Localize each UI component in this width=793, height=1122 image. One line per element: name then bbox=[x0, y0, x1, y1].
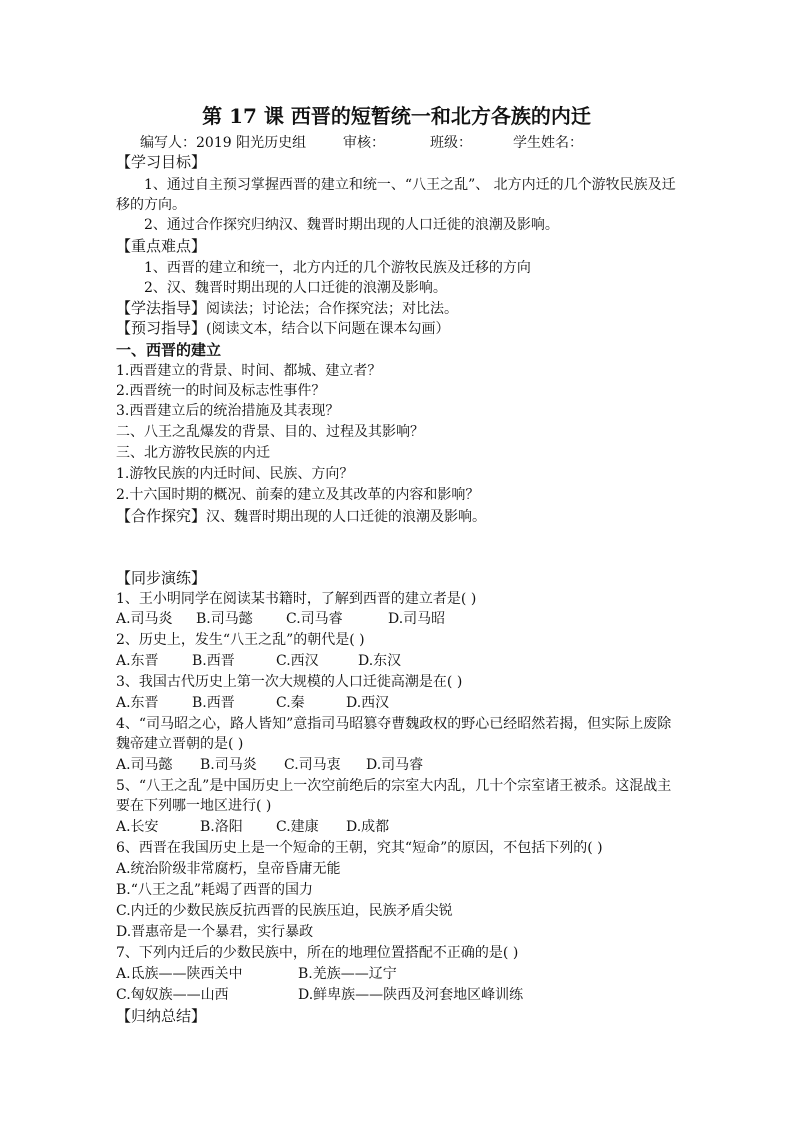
option-a: A.司马炎 bbox=[116, 611, 173, 627]
preview-question-1: 1.西晋建立的背景、时间、都城、建立者？ bbox=[116, 363, 382, 379]
option-d: D.司马昭 bbox=[388, 611, 446, 627]
method-heading: 【学法指导】 bbox=[116, 299, 207, 317]
preview-section-3: 三、北方游牧民族的内迁 bbox=[116, 445, 270, 461]
practice-question-4-line-1: 4、“司马昭之心，路人皆知”意指司马昭篡夺曹魏政权的野心已经昭然若揭，但实际上废除 bbox=[116, 716, 672, 732]
objective-1-line-1: 1、通过自主预习掌握西晋的建立和统一、“八王之乱”、 北方内迁的几个游牧民族及迁 bbox=[144, 177, 676, 193]
practice-question-5-line-2: 要在下列哪一地区进行( ) bbox=[116, 798, 272, 814]
question-7-option-c: C.匈奴族——山西 bbox=[116, 987, 229, 1003]
option-d: D.西汉 bbox=[346, 695, 390, 711]
option-c: C.司马衷 bbox=[284, 757, 341, 773]
practice-question-5-line-1: 5、“八王之乱”是中国历史上一次空前绝后的宗室大内乱，几十个宗室诸王被杀。这混战主 bbox=[116, 778, 672, 794]
option-c: C.司马睿 bbox=[286, 611, 343, 627]
option-d: D.司马睿 bbox=[366, 757, 424, 773]
question-2-options bbox=[116, 651, 636, 671]
question-6-option-d: D.晋惠帝是一个暴君，实行暴政 bbox=[116, 924, 314, 940]
option-b: B.司马懿 bbox=[196, 611, 253, 627]
option-b: B.西晋 bbox=[192, 695, 235, 711]
option-d: D.东汉 bbox=[358, 653, 402, 669]
question-7-option-a: A.氐族——陕西关中 bbox=[116, 966, 243, 982]
question-7-option-d: D.鲜卑族——陕西及河套地区峰训练 bbox=[298, 987, 524, 1003]
method-text: 阅读法；讨论法；合作探究法；对比法。 bbox=[206, 301, 459, 317]
keypoint-2: 2、汉、魏晋时期出现的人口迁徙的浪潮及影响。 bbox=[144, 280, 447, 296]
question-1-options bbox=[116, 609, 636, 629]
preview-question-5: 2.十六国时期的概况、前秦的建立及其改革的内容和影响？ bbox=[116, 487, 480, 503]
option-c: C.建康 bbox=[276, 819, 319, 835]
question-6-option-b: B.“八王之乱”耗竭了西晋的国力 bbox=[116, 882, 314, 898]
option-c: C.秦 bbox=[276, 695, 305, 711]
summary-heading: 【归纳总结】 bbox=[116, 1007, 207, 1025]
objectives-heading: 【学习目标】 bbox=[116, 153, 207, 171]
question-7-option-b: B.羌族——辽宁 bbox=[298, 966, 397, 982]
question-4-options bbox=[116, 755, 636, 775]
question-6-option-a: A.统治阶级非常腐朽，皇帝昏庸无能 bbox=[116, 861, 341, 877]
preview-heading: 【预习指导】 bbox=[116, 319, 207, 337]
option-d: D.成都 bbox=[346, 819, 390, 835]
option-c: C.西汉 bbox=[276, 653, 319, 669]
preview-section-1: 一、西晋的建立 bbox=[116, 341, 222, 359]
page-title: 第 17 课 西晋的短暂统一和北方各族的内迁 bbox=[202, 104, 591, 128]
option-b: B.西晋 bbox=[192, 653, 235, 669]
option-b: B.司马炎 bbox=[200, 757, 257, 773]
practice-question-1: 1、王小明同学在阅读某书籍时，了解到西晋的建立者是( ) bbox=[116, 591, 477, 607]
option-a: A.司马懿 bbox=[116, 757, 173, 773]
option-a: A.长安 bbox=[116, 819, 159, 835]
objective-2: 2、通过合作探究归纳汉、魏晋时期出现的人口迁徙的浪潮及影响。 bbox=[144, 217, 559, 233]
practice-heading: 【同步演练】 bbox=[116, 569, 207, 587]
objective-1-line-2: 移的方向。 bbox=[116, 197, 186, 213]
cooperation-heading: 【合作探究】 bbox=[116, 507, 207, 525]
class-label: 班级： bbox=[430, 135, 472, 151]
practice-question-6: 6、西晋在我国历史上是一个短命的王朝，究其“短命”的原因，不包括下列的( ) bbox=[116, 840, 603, 856]
student-name-label: 学生姓名： bbox=[513, 135, 583, 151]
preview-text: (阅读文本，结合以下问题在课本勾画） bbox=[206, 321, 450, 337]
option-a: A.东晋 bbox=[116, 653, 159, 669]
practice-question-3: 3、我国古代历史上第一次大规模的人口迁徙高潮是在( ) bbox=[116, 674, 463, 690]
question-5-options bbox=[116, 817, 636, 837]
preview-question-2: 2.西晋统一的时间及标志性事件？ bbox=[116, 383, 326, 399]
question-3-options bbox=[116, 693, 636, 713]
cooperation-text: 汉、魏晋时期出现的人口迁徙的浪潮及影响。 bbox=[206, 509, 487, 525]
practice-question-4-line-2: 魏帝建立晋朝的是( ) bbox=[116, 736, 244, 752]
option-a: A.东晋 bbox=[116, 695, 159, 711]
practice-question-7: 7、下列内迁后的少数民族中，所在的地理位置搭配不正确的是( ) bbox=[116, 945, 519, 961]
question-6-option-c: C.内迁的少数民族反抗西晋的民族压迫，民族矛盾尖锐 bbox=[116, 903, 453, 919]
practice-question-2: 2、历史上，发生“八王之乱”的朝代是( ) bbox=[116, 632, 365, 648]
review-label: 审核： bbox=[343, 135, 385, 151]
preview-question-3: 3.西晋建立后的统治措施及其表现？ bbox=[116, 403, 340, 419]
keypoints-heading: 【重点难点】 bbox=[116, 237, 207, 255]
preview-question-4: 1.游牧民族的内迁时间、民族、方向？ bbox=[116, 466, 354, 482]
option-b: B.洛阳 bbox=[200, 819, 243, 835]
author-label: 编写人：2019 阳光历史组 bbox=[140, 135, 307, 151]
preview-section-2: 二、八王之乱爆发的背景、目的、过程及其影响？ bbox=[116, 424, 424, 440]
keypoint-1: 1、西晋的建立和统一，北方内迁的几个游牧民族及迁移的方向 bbox=[144, 260, 531, 276]
